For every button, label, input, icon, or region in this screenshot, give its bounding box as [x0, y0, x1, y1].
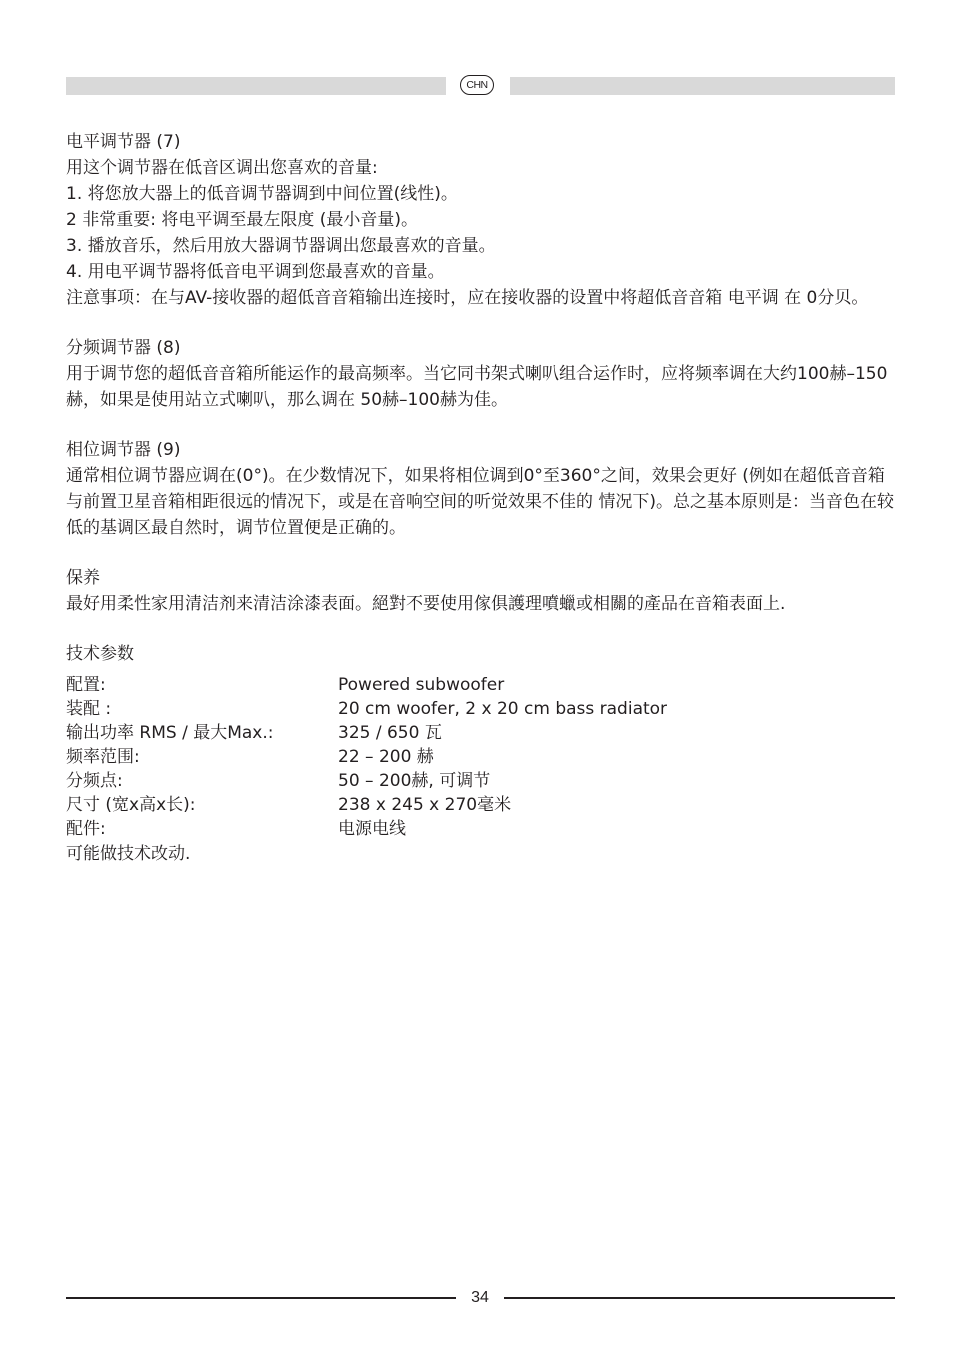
list-item: 2 非常重要: 将电平调至最左限度 (最小音量)。 [66, 210, 419, 230]
language-badge: CHN [460, 75, 494, 95]
paragraph-line: 用这个调节器在低音区调出您喜欢的音量: [66, 158, 378, 178]
section-care [66, 565, 896, 617]
spec-value: 325 / 650 瓦 [338, 723, 442, 743]
table-row [66, 745, 667, 769]
section-phase-control [66, 437, 896, 541]
section-title: 分频调节器 (8) [66, 338, 181, 358]
section-title: 电平调节器 (7) [66, 132, 181, 152]
spec-value: Powered subwoofer [338, 675, 505, 695]
notice-paragraph: 注意事项：在与AV-接收器的超低音音箱输出连接时，应在接收器的设置中将超低音音箱 电平调 在 0分贝。 [66, 288, 869, 308]
spec-value: 20 cm woofer, 2 x 20 cm bass radiator [338, 699, 668, 719]
spec-value: 238 x 245 x 270毫米 [338, 795, 512, 815]
page-content [66, 129, 896, 891]
spec-table [66, 673, 667, 841]
spec-value: 50 – 200赫, 可调节 [338, 771, 491, 791]
page-number: 34 [471, 1289, 489, 1306]
section-title: 相位调节器 (9) [66, 440, 181, 460]
section-body: 用于调节您的超低音音箱所能运作的最高频率。当它同书架式喇叭组合运作时，应将频率调在大约100赫–150赫，如果是使用站立式喇叭，那么调在 50赫–100赫为佳。 [66, 364, 888, 410]
footer-line-right [504, 1297, 895, 1299]
technical-change-note: 可能做技术改动. [66, 844, 191, 864]
spec-value: 电源电线 [338, 819, 406, 839]
section-title: 技术参数 [66, 644, 134, 664]
header-bar-left [66, 77, 446, 95]
spec-label: 分频点: [66, 771, 123, 791]
footer-line-left [66, 1297, 456, 1299]
list-item: 3. 播放音乐，然后用放大器调节器调出您最喜欢的音量。 [66, 236, 496, 256]
spec-value: 22 – 200 赫 [338, 747, 434, 767]
section-title: 保养 [66, 568, 100, 588]
header-bar-right [510, 77, 895, 95]
section-body: 最好用柔性家用清洁剂来清洁涂漆表面。絕對不要使用傢俱護理噴蠟或相關的產品在音箱表面上. [66, 594, 786, 614]
section-body: 通常相位调节器应调在(0°)。在少数情况下，如果将相位调到0°至360°之间，效果会更好 (例如在超低音音箱与前置卫星音箱相距很远的情况下，或是在音响空间的听觉效果不佳的 情况下)。总之基本原则是：当音色在较低的基调区最自然时，调节位置便是正确的。 [66, 466, 895, 538]
table-row [66, 769, 667, 793]
section-crossover-control [66, 335, 896, 413]
spec-label: 装配 : [66, 699, 112, 719]
spec-label: 输出功率 RMS / 最大Max.: [66, 723, 274, 743]
table-row [66, 817, 667, 841]
list-item: 1. 将您放大器上的低音调节器调到中间位置(线性)。 [66, 184, 458, 204]
spec-label: 频率范围: [66, 747, 140, 767]
list-item: 4. 用电平调节器将低音电平调到您最喜欢的音量。 [66, 262, 445, 282]
section-level-control [66, 129, 896, 311]
table-row [66, 697, 667, 721]
table-row [66, 673, 667, 697]
section-specifications [66, 641, 896, 867]
spec-label: 配置: [66, 675, 106, 695]
spec-label: 配件: [66, 819, 106, 839]
table-row [66, 793, 667, 817]
spec-label: 尺寸 (宽x高x长): [66, 795, 196, 815]
table-row [66, 721, 667, 745]
